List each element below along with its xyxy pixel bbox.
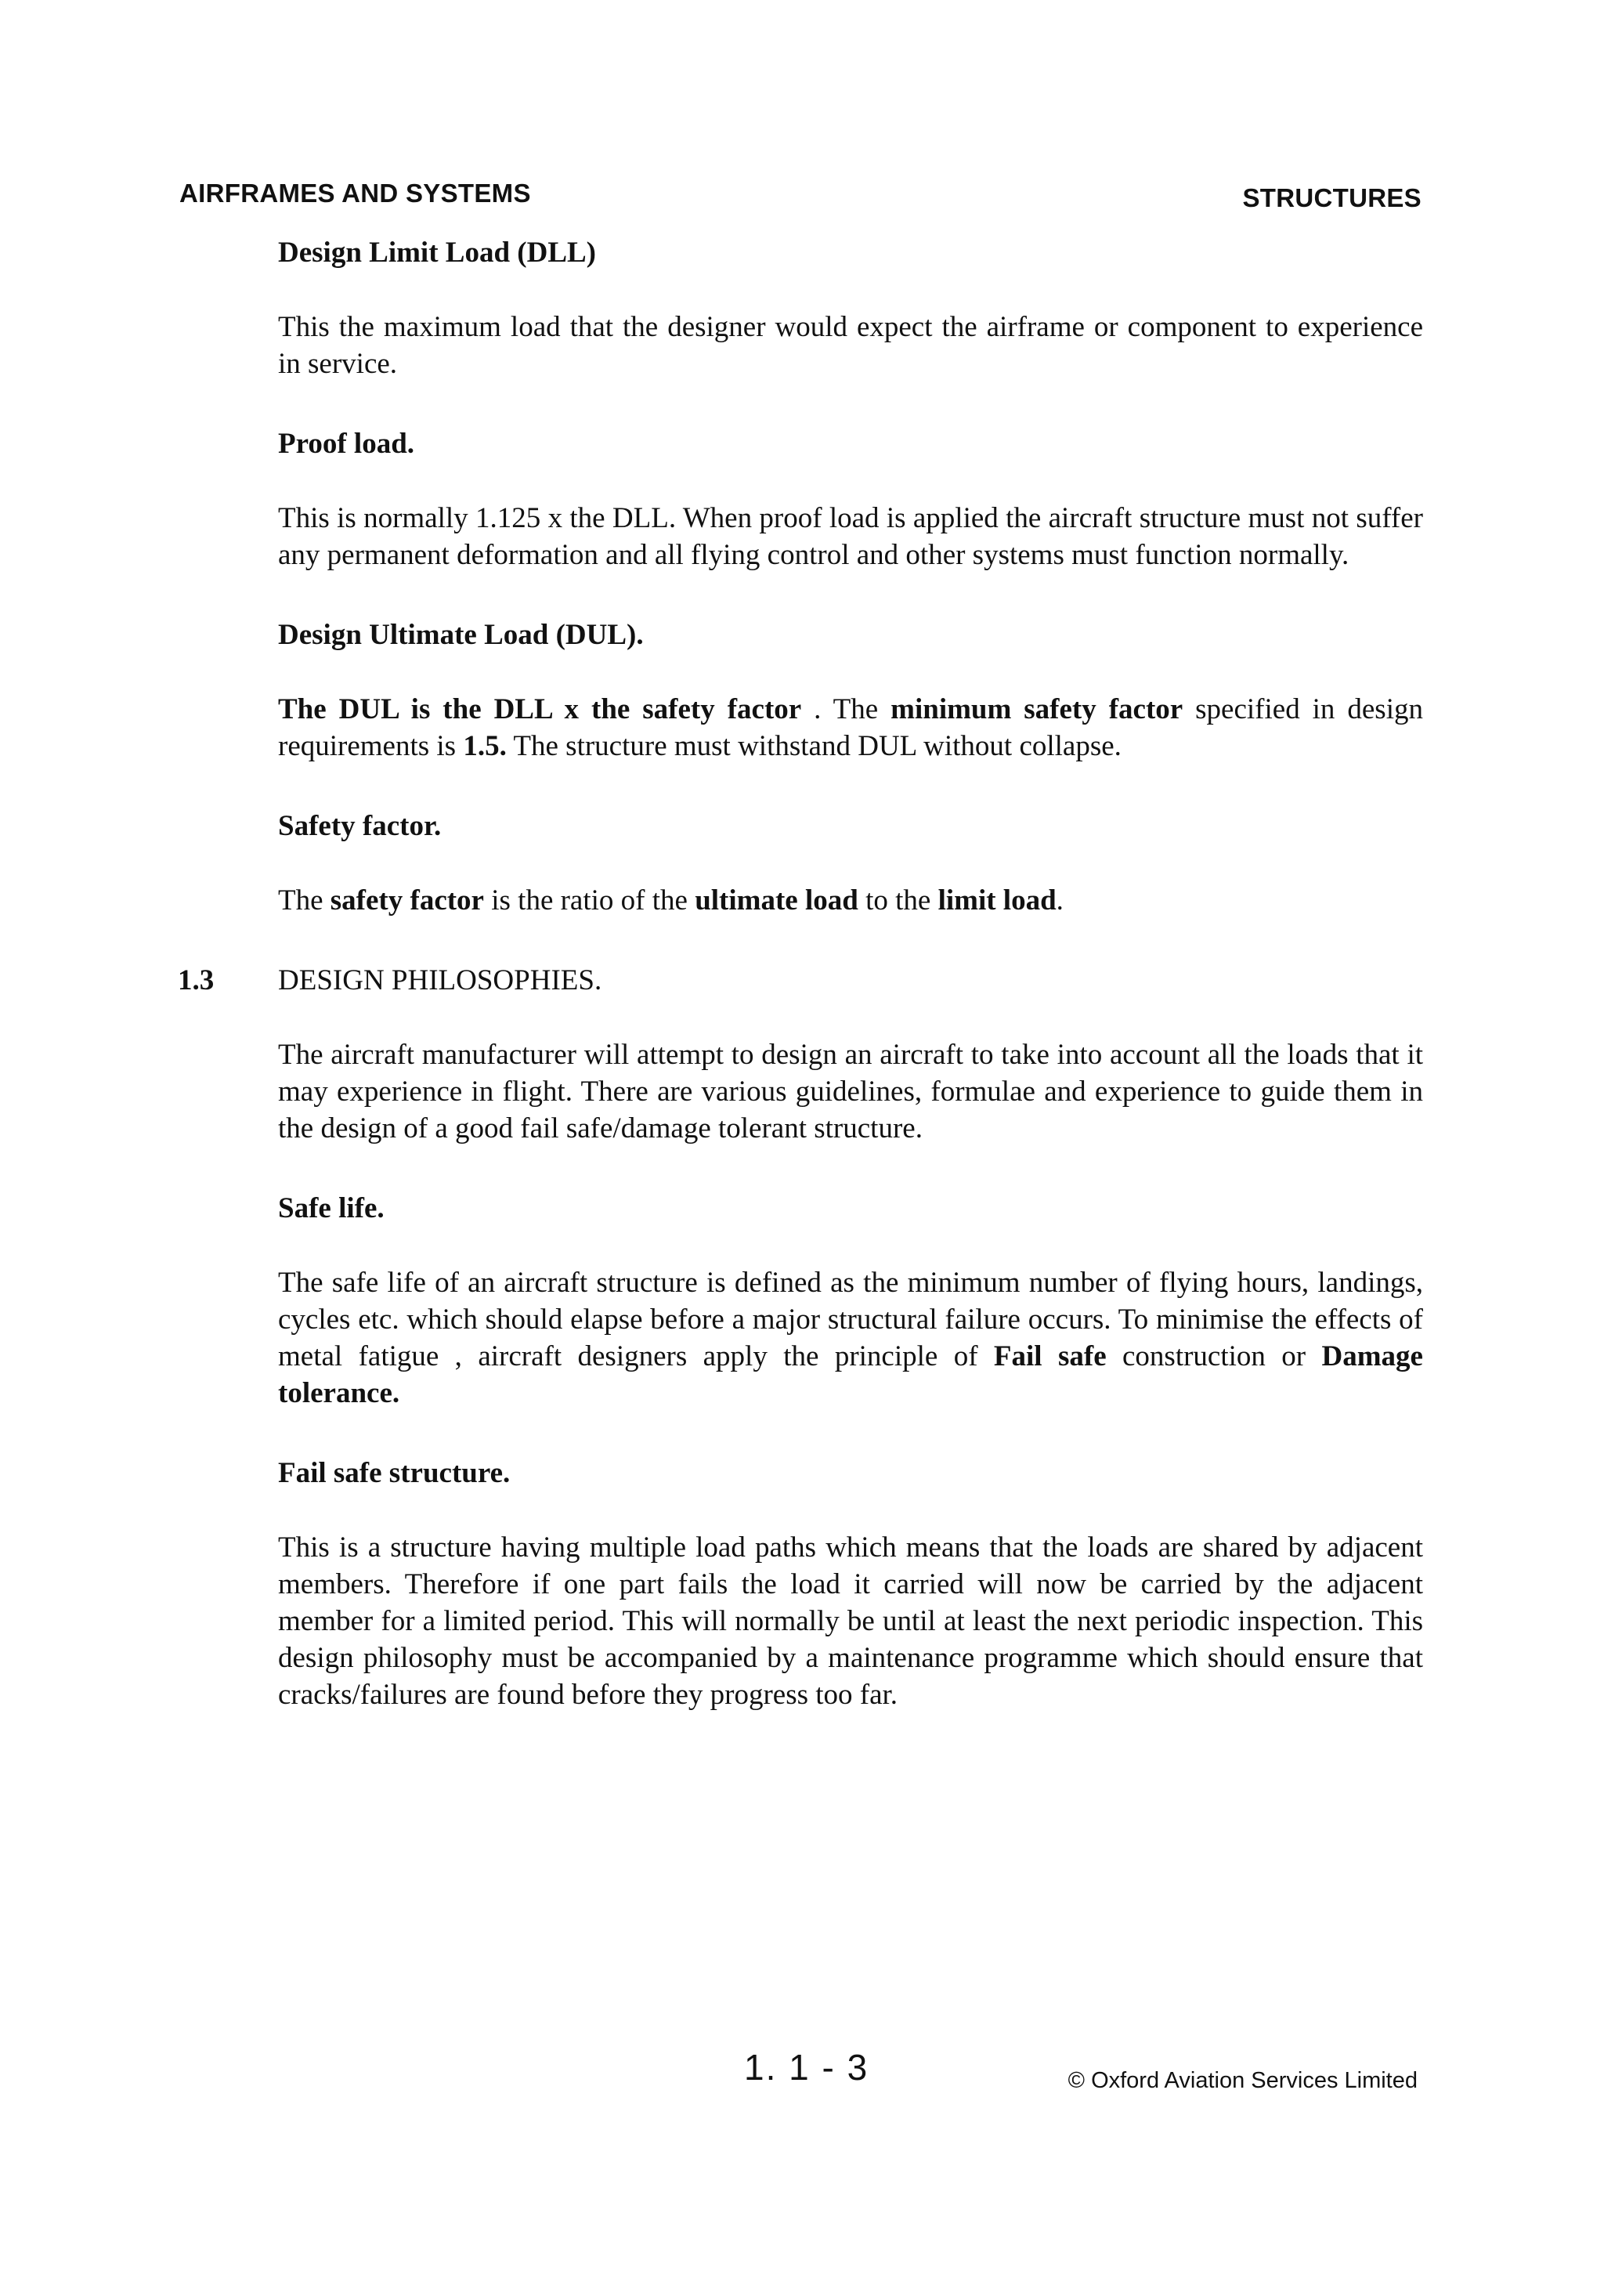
paragraph-design-ultimate-load <box>278 691 1423 765</box>
paragraph-design-limit-load: This the maximum load that the designer would expect the airframe or component to experience in service. <box>278 311 1423 380</box>
sf-bold-2: safety factor <box>330 884 484 917</box>
sl-bold-2: Fail safe <box>993 1340 1107 1372</box>
heading-fail-safe-structure: Fail safe structure. <box>278 1457 511 1489</box>
page-number: 1. 1 - 3 <box>744 2047 869 2088</box>
dul-bold-1: The DUL is the DLL x the safety factor <box>278 693 802 725</box>
sf-text-3: is the ratio of the <box>483 884 695 917</box>
dul-bold-3: minimum safety factor <box>891 693 1183 725</box>
heading-design-ultimate-load: Design Ultimate Load (DUL). <box>278 619 644 651</box>
sl-text-1: The safe life of an aircraft structure is defined as the minimum number of flying hours, landings, cycles etc. which should elapse before a major structural failure occurs. To minimise the effects of metal fatigue , aircraft designers apply the principle of <box>278 1267 1423 1372</box>
sf-text-7: . <box>1056 884 1064 917</box>
sf-bold-4: ultimate load <box>695 884 858 917</box>
heading-proof-load: Proof load. <box>278 428 415 460</box>
heading-safe-life: Safe life. <box>278 1192 385 1224</box>
sl-bold-4: Damage tolerance. <box>278 1340 1423 1409</box>
paragraph-safety-factor <box>278 882 1423 919</box>
section-title: DESIGN PHILOSOPHIES. <box>278 964 602 996</box>
paragraph-safe-life <box>278 1264 1423 1412</box>
heading-design-limit-load: Design Limit Load (DLL) <box>278 237 597 269</box>
paragraph-design-philosophies: The aircraft manufacturer will attempt to design an aircraft to take into account all the loads that it may experience in flight. There are various guidelines, formulae and experience to guide them in the design of a good fail safe/damage tolerant structure. <box>278 1039 1423 1144</box>
running-header-right: STRUCTURES <box>1242 183 1422 212</box>
body-content <box>178 235 1423 1713</box>
section-number: 1.3 <box>178 964 215 996</box>
sl-text-3: construction or <box>1106 1340 1322 1372</box>
paragraph-proof-load: This is normally 1.125 x the DLL. When proof load is applied the aircraft structure must not suffer any permanent deformation and all flying control and other systems must function normally. <box>278 502 1423 571</box>
sf-text-1: The <box>278 884 331 917</box>
section-1-3 <box>178 963 1423 999</box>
copyright-notice: © Oxford Aviation Services Limited <box>1068 2068 1418 2093</box>
running-header-left: AIRFRAMES AND SYSTEMS <box>179 179 531 208</box>
paragraph-fail-safe-structure: This is a structure having multiple load paths which means that the loads are shared by adjacent members. Therefore if one part fails the load it carried will now be carried by the adjacent member for a limited period. This will normally be until at least the next periodic inspection. This design philosophy must be accompanied by a maintenance programme which should ensure that cracks/failures are found before they progress too far. <box>278 1531 1423 1711</box>
dul-bold-5: 1.5. <box>463 730 507 762</box>
dul-text-4: specified in design requirements is <box>278 693 1423 762</box>
sf-bold-6: limit load <box>937 884 1057 917</box>
sf-text-5: to the <box>858 884 938 917</box>
dul-text-6: The structure must withstand DUL without collapse. <box>506 730 1122 762</box>
heading-safety-factor: Safety factor. <box>278 810 442 842</box>
dul-text-2: . The <box>801 693 891 725</box>
